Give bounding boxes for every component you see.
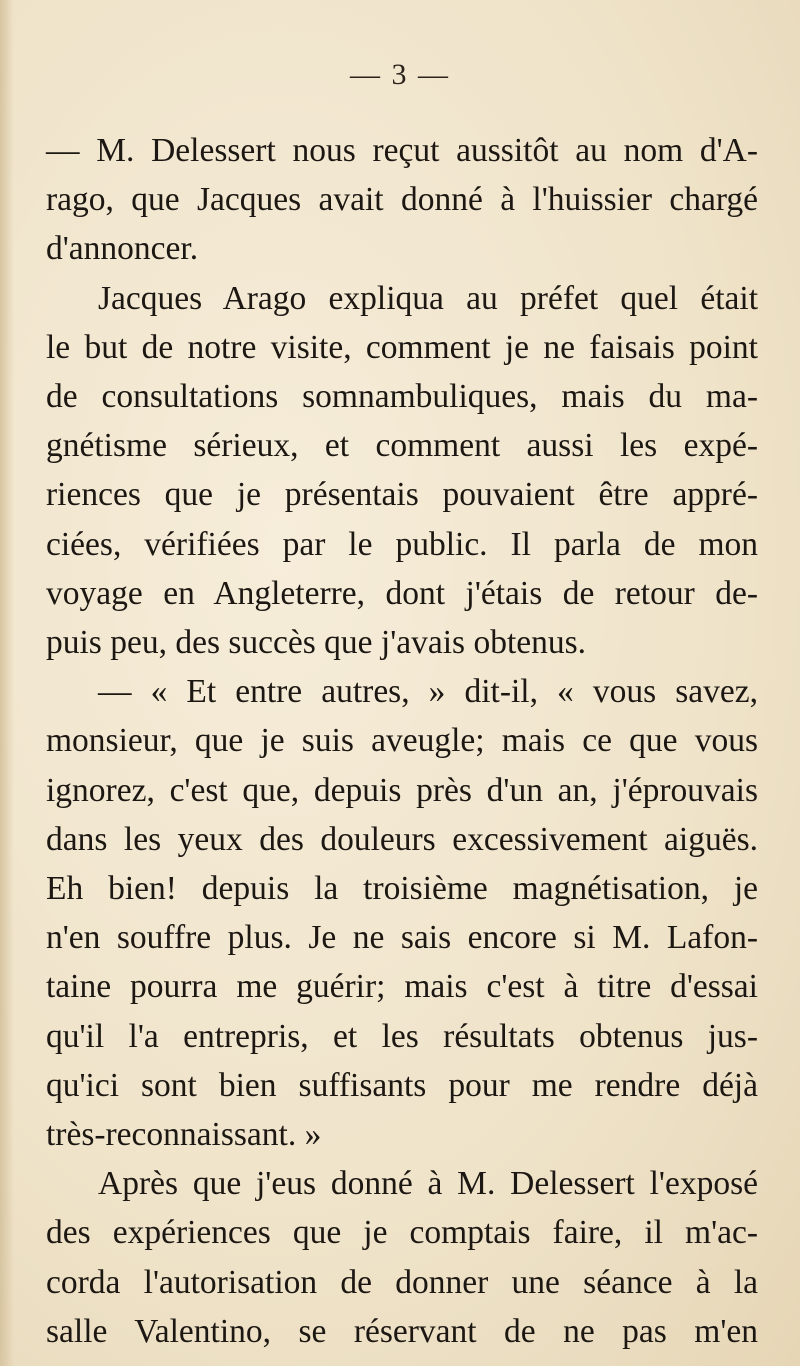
text-line-19: qu'il l'a entrepris, et les résultats obtenus jus- <box>46 1017 758 1055</box>
text-line-11: puis peu, des succès que j'avais obtenus. <box>46 624 587 662</box>
page-body <box>46 126 758 1356</box>
text-line-9: ciées, vérifiées par le public. Il parla de mon <box>46 525 758 563</box>
text-line-13: monsieur, que je suis aveugle; mais ce que vous <box>46 722 758 760</box>
text-line-23: des expériences que je comptais faire, il m'ac- <box>46 1214 758 1252</box>
text-line-3: d'annoncer. <box>46 230 199 268</box>
text-line-18: taine pourra me guérir; mais c'est à titre d'essai <box>46 968 758 1006</box>
text-line-15: dans les yeux des douleurs excessivement aiguës. <box>46 820 758 858</box>
page-number: — 3 — <box>350 58 450 91</box>
page-edge-shadow <box>0 0 14 1366</box>
text-line-25: salle Valentino, se réservant de ne pas m'en <box>46 1312 758 1350</box>
text-line-7: gnétisme sérieux, et comment aussi les expé- <box>46 427 758 465</box>
text-line-16: Eh bien! depuis la troisième magnétisation, je <box>46 870 758 908</box>
text-line-8: riences que je présentais pouvaient être appré- <box>46 476 758 514</box>
text-line-4: Jacques Arago expliqua au préfet quel était <box>98 279 758 317</box>
text-line-20: qu'ici sont bien suffisants pour me rendre déjà <box>46 1066 758 1104</box>
text-line-24: corda l'autorisation de donner une séance à la <box>46 1263 758 1301</box>
text-line-22: Après que j'eus donné à M. Delessert l'exposé <box>98 1165 758 1203</box>
text-line-5: le but de notre visite, comment je ne faisais point <box>46 328 758 366</box>
text-line-12: — « Et entre autres, » dit-il, « vous savez, <box>98 673 758 711</box>
text-line-1: — M. Delessert nous reçut aussitôt au nom d'A- <box>46 132 758 169</box>
text-line-2: rago, que Jacques avait donné à l'huissier chargé <box>46 181 758 219</box>
text-line-14: ignorez, c'est que, depuis près d'un an, j'éprouvais <box>46 771 758 809</box>
text-line-21: très-reconnaissant. » <box>46 1116 322 1154</box>
text-line-17: n'en souffre plus. Je ne sais encore si M. Lafon- <box>46 919 758 957</box>
text-line-6: de consultations somnambuliques, mais du ma- <box>46 378 758 416</box>
text-line-10: voyage en Angleterre, dont j'étais de retour de- <box>46 574 758 612</box>
